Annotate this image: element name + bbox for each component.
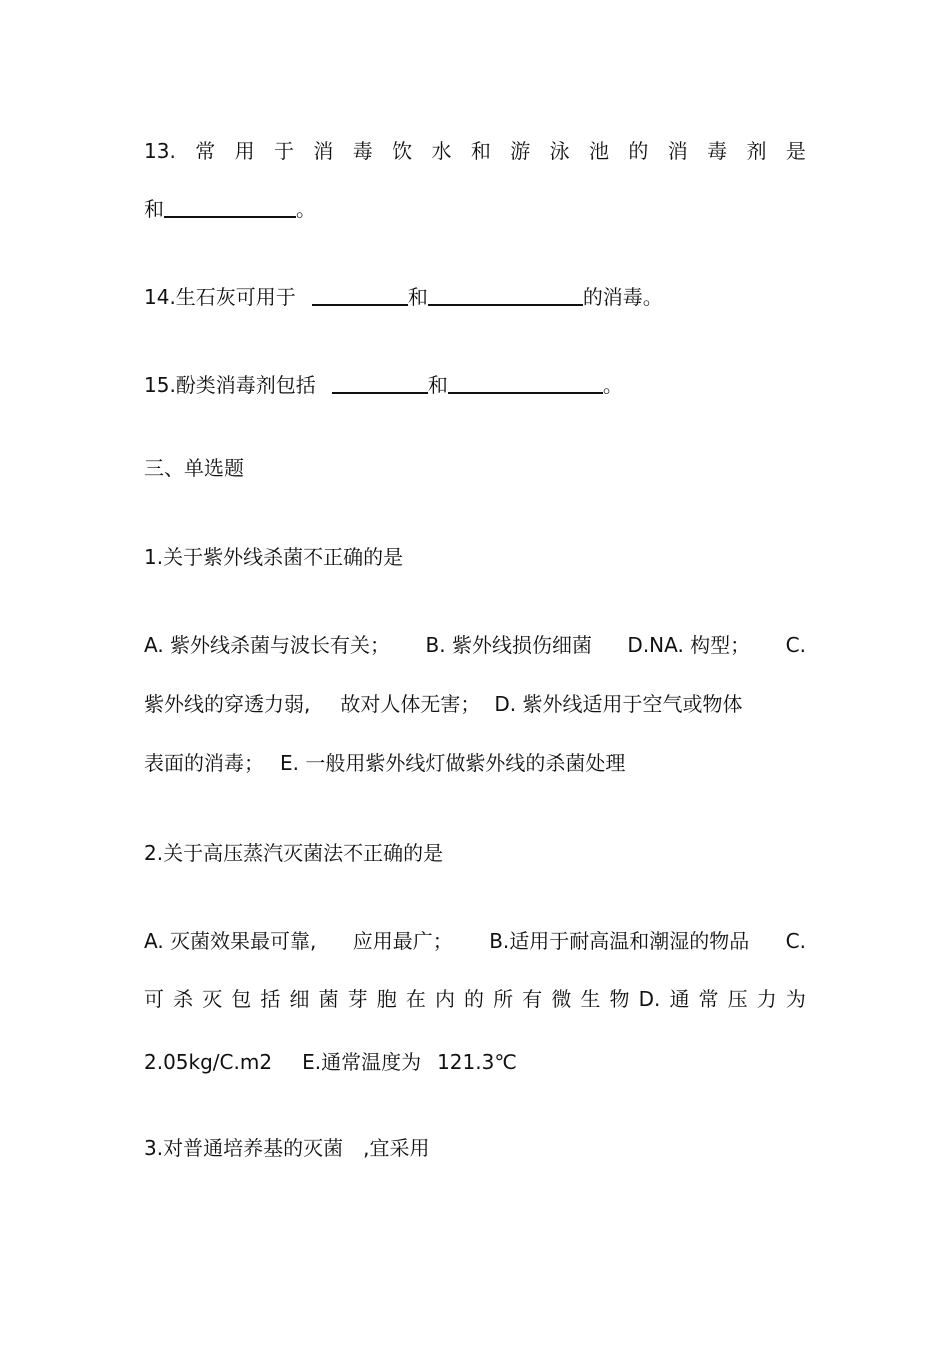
- option-text: 应用最广；: [352, 929, 453, 953]
- mcq-1-options-line-2: [144, 689, 806, 719]
- option-char: 可: [144, 987, 164, 1011]
- option-text: D. 紫外线适用于空气或物体: [494, 692, 743, 716]
- q13-char: 泳: [549, 139, 570, 163]
- option-char: 微: [551, 987, 572, 1011]
- q13-char: 水: [431, 139, 452, 163]
- q13-char: 毒: [352, 139, 373, 163]
- option-text: C.: [785, 633, 806, 657]
- option-text: A. 灭菌效果最可靠,: [144, 929, 317, 953]
- option-text: B.适用于耐高温和潮湿的物品: [489, 929, 750, 953]
- option-char: 包: [231, 987, 252, 1011]
- q13-char: 的: [628, 139, 649, 163]
- q13-char: 13.: [144, 139, 176, 163]
- option-text: 故对人体无害；: [340, 692, 481, 716]
- answer-blank: [312, 284, 408, 306]
- option-char: 灭: [202, 987, 223, 1011]
- q15-text-after: 。: [602, 373, 623, 397]
- answer-blank: [448, 372, 603, 394]
- answer-blank: [164, 196, 296, 218]
- option-char: D.: [638, 987, 661, 1011]
- option-char: 胞: [376, 987, 397, 1011]
- option-text: E.通常温度为: [302, 1050, 422, 1074]
- mcq-3-stem: 3.对普通培养基的灭菌 ,宜采用: [144, 1136, 430, 1160]
- mcq-1-options-line-1: [144, 630, 806, 660]
- option-text: 紫外线的穿透力弱,: [144, 692, 311, 716]
- mcq-1-stem: 1.关于紫外线杀菌不正确的是: [144, 545, 404, 569]
- option-char: 细: [289, 987, 310, 1011]
- mcq-2-stem: 2.关于高压蒸汽灭菌法不正确的是: [144, 841, 444, 865]
- q13-char: 消: [667, 139, 688, 163]
- q15-line: [144, 370, 806, 400]
- option-char: 的: [464, 987, 485, 1011]
- option-text: D.NA. 构型；: [627, 633, 751, 657]
- answer-blank: [428, 284, 583, 306]
- q13-char: 于: [273, 139, 294, 163]
- q13-char: 是: [785, 139, 806, 163]
- option-char: 有: [522, 987, 543, 1011]
- option-char: 通: [669, 987, 690, 1011]
- answer-blank: [332, 372, 428, 394]
- q14-text-middle: 和: [407, 285, 428, 309]
- q13-line-1: [144, 136, 806, 166]
- q13-char: 用: [234, 139, 255, 163]
- q13-text-after: 。: [296, 197, 316, 221]
- option-char: 杀: [173, 987, 194, 1011]
- q13-line-2: [144, 194, 806, 224]
- q15-text-before: 15.酚类消毒剂包括: [144, 373, 316, 397]
- option-char: 所: [493, 987, 514, 1011]
- option-char: 括: [260, 987, 281, 1011]
- option-text: C.: [785, 929, 806, 953]
- option-char: 常: [698, 987, 719, 1011]
- option-text: B. 紫外线损伤细菌: [425, 633, 592, 657]
- option-text: A. 紫外线杀菌与波长有关；: [144, 633, 391, 657]
- q13-char: 和: [470, 139, 491, 163]
- q15-text-middle: 和: [427, 373, 448, 397]
- q13-text-before: 和: [144, 197, 164, 221]
- mcq-1-options-line-3: [144, 748, 806, 778]
- option-text: 2.05kg/C.m2: [144, 1050, 273, 1074]
- option-text: E. 一般用紫外线灯做紫外线的杀菌处理: [280, 751, 626, 775]
- option-char: 在: [405, 987, 426, 1011]
- q13-char: 毒: [707, 139, 728, 163]
- mcq-2-options-line-1: [144, 926, 806, 956]
- q13-char: 剂: [746, 139, 767, 163]
- section-heading: 三、单选题: [144, 456, 244, 480]
- option-char: 菌: [318, 987, 339, 1011]
- option-char: 生: [580, 987, 601, 1011]
- q13-char: 饮: [392, 139, 413, 163]
- option-text: 表面的消毒；: [144, 751, 264, 775]
- option-char: 为: [785, 987, 806, 1011]
- option-char: 力: [756, 987, 777, 1011]
- q14-text-before: 14.生石灰可用于: [144, 285, 296, 309]
- mcq-2-options-line-3: [144, 1047, 806, 1077]
- option-char: 内: [434, 987, 455, 1011]
- q13-char: 游: [510, 139, 531, 163]
- q13-char: 常: [195, 139, 216, 163]
- option-char: 物: [609, 987, 630, 1011]
- q13-char: 消: [313, 139, 334, 163]
- option-char: 压: [727, 987, 748, 1011]
- q14-line: [144, 282, 806, 312]
- mcq-2-options-line-2: [144, 984, 806, 1014]
- option-text: 121.3℃: [437, 1050, 517, 1074]
- option-char: 芽: [347, 987, 368, 1011]
- q14-text-after: 的消毒。: [582, 285, 663, 309]
- q13-char: 池: [588, 139, 609, 163]
